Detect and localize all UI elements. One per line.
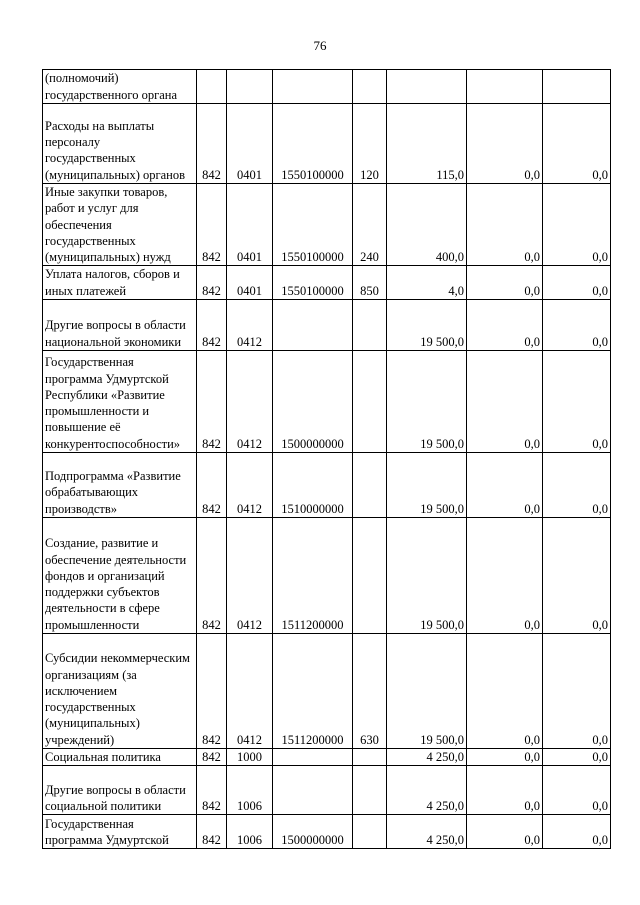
table-row: [43, 634, 611, 749]
amount-year2-cell: 0,0: [467, 749, 543, 766]
row-name-cell: Другие вопросы в области национальной экономики: [43, 300, 197, 351]
page-number: 76: [313, 38, 327, 53]
budget-table: [42, 69, 611, 849]
row-name-cell: Другие вопросы в области социальной политики: [43, 766, 197, 815]
table-row: [43, 518, 611, 634]
row-name-cell: Субсидии некоммерческим организациям (за исключением государственных (муниципальных) учреждений): [43, 634, 197, 749]
table-row: [43, 70, 611, 104]
table-row: [43, 351, 611, 453]
amount-year2-cell: 0,0: [467, 351, 543, 453]
dept-code-cell: 842: [197, 749, 227, 766]
amount-year3-cell: 0,0: [543, 300, 611, 351]
row-name-cell: Создание, развитие и обеспечение деятельности фондов и организаций поддержки субъектов деятельности в сфере промышленности: [43, 518, 197, 634]
amount-year2-cell: 0,0: [467, 634, 543, 749]
table-row: [43, 815, 611, 849]
expense-type-cell: [353, 749, 387, 766]
table-row: [43, 300, 611, 351]
dept-code-cell: 842: [197, 518, 227, 634]
amount-year3-cell: 0,0: [543, 351, 611, 453]
dept-code-cell: 842: [197, 300, 227, 351]
row-name-cell: Расходы на выплаты персоналу государственных (муниципальных) органов: [43, 104, 197, 184]
row-name-cell: Государственная программа Удмуртской: [43, 815, 197, 849]
section-code-cell: 0401: [227, 184, 273, 266]
section-code-cell: 1006: [227, 815, 273, 849]
target-article-cell: 1550100000: [273, 184, 353, 266]
amount-year3-cell: [543, 70, 611, 104]
amount-year3-cell: 0,0: [543, 453, 611, 518]
amount-year2-cell: 0,0: [467, 766, 543, 815]
row-name-cell: Государственная программа Удмуртской Республики «Развитие промышленности и повышение её конкурентоспособности»: [43, 351, 197, 453]
expense-type-cell: 120: [353, 104, 387, 184]
expense-type-cell: 630: [353, 634, 387, 749]
amount-year3-cell: 0,0: [543, 766, 611, 815]
row-name-cell: Иные закупки товаров, работ и услуг для обеспечения государственных (муниципальных) нужд: [43, 184, 197, 266]
expense-type-cell: [353, 351, 387, 453]
expense-type-cell: [353, 518, 387, 634]
target-article-cell: 1511200000: [273, 518, 353, 634]
section-code-cell: 0412: [227, 453, 273, 518]
amount-year3-cell: 0,0: [543, 815, 611, 849]
table-row: [43, 453, 611, 518]
section-code-cell: 0401: [227, 104, 273, 184]
amount-year2-cell: 0,0: [467, 266, 543, 300]
amount-year1-cell: 19 500,0: [387, 300, 467, 351]
expense-type-cell: [353, 815, 387, 849]
amount-year1-cell: 400,0: [387, 184, 467, 266]
expense-type-cell: [353, 453, 387, 518]
amount-year2-cell: 0,0: [467, 300, 543, 351]
dept-code-cell: 842: [197, 104, 227, 184]
target-article-cell: 1500000000: [273, 351, 353, 453]
section-code-cell: 0401: [227, 266, 273, 300]
section-code-cell: 0412: [227, 351, 273, 453]
dept-code-cell: 842: [197, 351, 227, 453]
dept-code-cell: 842: [197, 766, 227, 815]
expense-type-cell: 850: [353, 266, 387, 300]
row-name-cell: (полномочий) государственного органа: [43, 70, 197, 104]
target-article-cell: [273, 749, 353, 766]
amount-year3-cell: 0,0: [543, 184, 611, 266]
dept-code-cell: 842: [197, 815, 227, 849]
row-name-cell: Подпрограмма «Развитие обрабатывающих производств»: [43, 453, 197, 518]
expense-type-cell: 240: [353, 184, 387, 266]
section-code-cell: 0412: [227, 300, 273, 351]
dept-code-cell: 842: [197, 634, 227, 749]
amount-year1-cell: 19 500,0: [387, 634, 467, 749]
amount-year3-cell: 0,0: [543, 266, 611, 300]
dept-code-cell: 842: [197, 184, 227, 266]
section-code-cell: 0412: [227, 518, 273, 634]
amount-year3-cell: 0,0: [543, 518, 611, 634]
target-article-cell: 1550100000: [273, 104, 353, 184]
amount-year1-cell: 4 250,0: [387, 749, 467, 766]
amount-year1-cell: 19 500,0: [387, 518, 467, 634]
table-row: [43, 184, 611, 266]
target-article-cell: [273, 766, 353, 815]
section-code-cell: 0412: [227, 634, 273, 749]
amount-year1-cell: 19 500,0: [387, 351, 467, 453]
target-article-cell: [273, 300, 353, 351]
amount-year2-cell: 0,0: [467, 104, 543, 184]
target-article-cell: 1511200000: [273, 634, 353, 749]
dept-code-cell: 842: [197, 266, 227, 300]
section-code-cell: [227, 70, 273, 104]
amount-year1-cell: 4 250,0: [387, 815, 467, 849]
target-article-cell: 1510000000: [273, 453, 353, 518]
amount-year3-cell: 0,0: [543, 749, 611, 766]
dept-code-cell: [197, 70, 227, 104]
expense-type-cell: [353, 300, 387, 351]
amount-year3-cell: 0,0: [543, 634, 611, 749]
amount-year2-cell: 0,0: [467, 453, 543, 518]
dept-code-cell: 842: [197, 453, 227, 518]
amount-year2-cell: 0,0: [467, 815, 543, 849]
target-article-cell: [273, 70, 353, 104]
target-article-cell: 1500000000: [273, 815, 353, 849]
amount-year2-cell: [467, 70, 543, 104]
row-name-cell: Уплата налогов, сборов и иных платежей: [43, 266, 197, 300]
row-name-cell: Социальная политика: [43, 749, 197, 766]
target-article-cell: 1550100000: [273, 266, 353, 300]
table-row: [43, 266, 611, 300]
table-row: [43, 766, 611, 815]
table-body: [43, 70, 611, 849]
section-code-cell: 1006: [227, 766, 273, 815]
expense-type-cell: [353, 766, 387, 815]
expense-type-cell: [353, 70, 387, 104]
table-row: [43, 104, 611, 184]
amount-year1-cell: [387, 70, 467, 104]
amount-year1-cell: 4 250,0: [387, 766, 467, 815]
amount-year2-cell: 0,0: [467, 184, 543, 266]
amount-year3-cell: 0,0: [543, 104, 611, 184]
amount-year1-cell: 19 500,0: [387, 453, 467, 518]
amount-year2-cell: 0,0: [467, 518, 543, 634]
table-row: [43, 749, 611, 766]
section-code-cell: 1000: [227, 749, 273, 766]
amount-year1-cell: 115,0: [387, 104, 467, 184]
amount-year1-cell: 4,0: [387, 266, 467, 300]
